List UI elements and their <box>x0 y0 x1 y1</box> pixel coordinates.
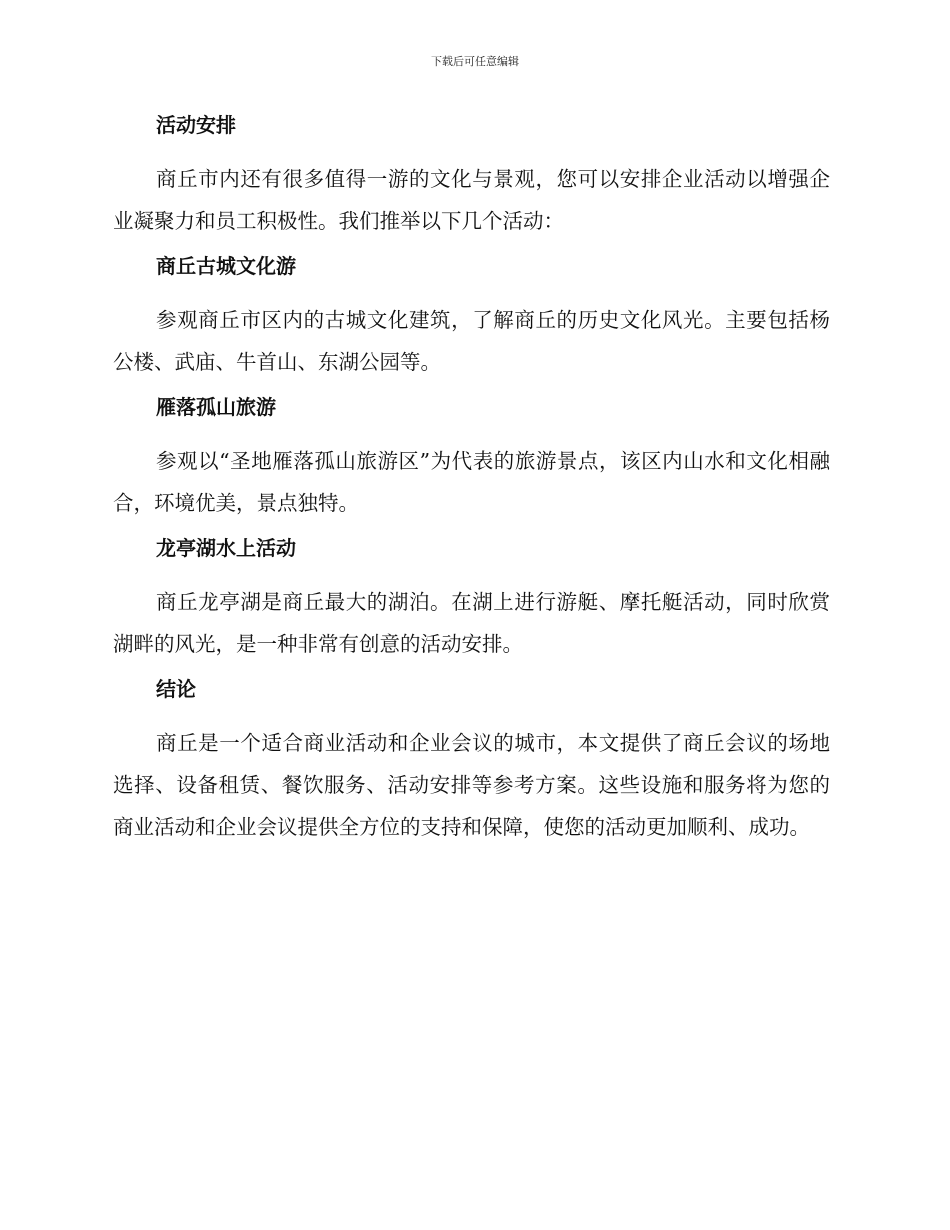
section-heading-activities: 活动安排 <box>156 113 236 137</box>
page-header-note: 下载后可任意编辑 <box>431 55 519 68</box>
section-paragraph-longting-lake: 商丘龙亭湖是商丘最大的湖泊。在湖上进行游艇、摩托艇活动，同时欣赏湖畔的风光，是一种非常有创意的活动安排。 <box>113 590 830 656</box>
section-heading-ancient-city-tour: 商丘古城文化游 <box>156 254 296 278</box>
section-paragraph-activities: 商丘市内还有很多值得一游的文化与景观，您可以安排企业活动以增强企业凝聚力和员工积极性。我们推举以下几个活动： <box>113 167 830 233</box>
section-paragraph-conclusion: 商丘是一个适合商业活动和企业会议的城市，本文提供了商丘会议的场地选择、设备租赁、餐饮服务、活动安排等参考方案。这些设施和服务将为您的商业活动和企业会议提供全方位的支持和保障，使您的活动更加顺利、成功。 <box>113 731 830 839</box>
section-heading-longting-lake: 龙亭湖水上活动 <box>156 536 296 560</box>
section-heading-conclusion: 结论 <box>156 677 196 701</box>
document-body <box>113 110 830 857</box>
section-paragraph-ancient-city-tour: 参观商丘市区内的古城文化建筑，了解商丘的历史文化风光。主要包括杨公楼、武庙、牛首山、东湖公园等。 <box>113 308 830 374</box>
section-paragraph-yanluo-mountain-tour: 参观以“圣地雁落孤山旅游区”为代表的旅游景点，该区内山水和文化相融合，环境优美，景点独特。 <box>113 449 830 515</box>
section-heading-yanluo-mountain-tour: 雁落孤山旅游 <box>156 395 276 419</box>
